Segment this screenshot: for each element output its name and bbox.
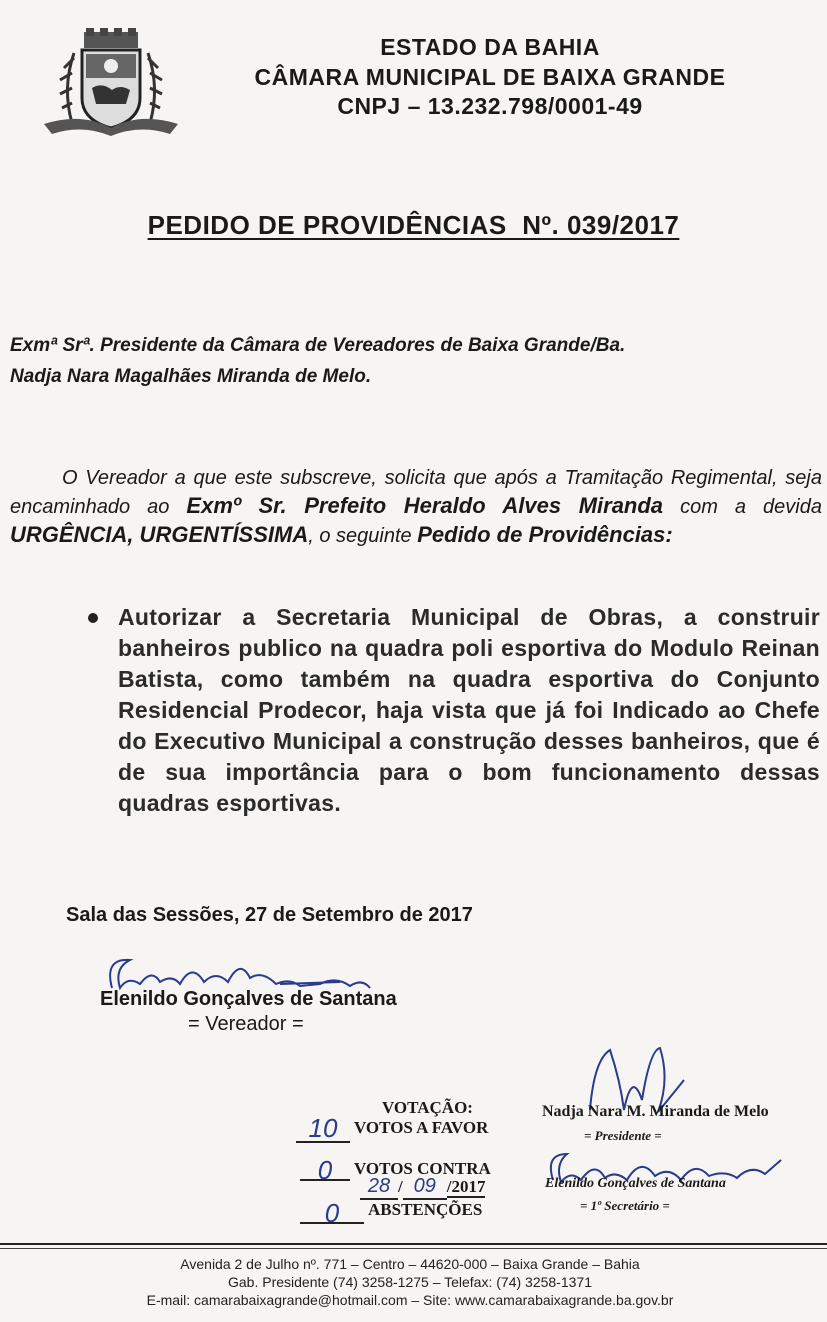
votes-abst-label: ABSTENÇÕES <box>368 1200 483 1219</box>
votes-favor-label: VOTOS A FAVOR <box>354 1118 489 1137</box>
votes-contra-label: VOTOS CONTRA <box>354 1159 491 1178</box>
request-bullet: Autorizar a Secretaria Municipal de Obras, a construir banheiros publico na quadra poli esportiva do Modulo Reinan Batista, como também na quadra esportiva do Conjunto Residencial Prodecor, haja vista que já foi Indicado ao Chefe do Executivo Municipal a construção desses banheiros, que é de sua importância para o bom funcionamento dessas quadras esportivas. <box>118 604 820 816</box>
votacao-label: VOTAÇÃO: <box>382 1098 473 1117</box>
presidente-role: = Presidente = <box>584 1128 662 1143</box>
footer-divider-thin <box>0 1248 827 1249</box>
header-state: ESTADO DA BAHIA <box>380 34 600 60</box>
body-bold-mayor: Exmº Sr. Prefeito Heraldo Alves Miranda <box>186 493 664 518</box>
footer-address: Avenida 2 de Julho nº. 771 – Centro – 44620-000 – Baixa Grande – Bahia <box>180 1256 640 1272</box>
body-part-1: O Vereador a que este subscreve, solicita que após a Tramitação Regimental, seja encaminhado ao <box>10 467 822 518</box>
body-bold-request: Pedido de Providências: <box>417 522 673 547</box>
presidente-name: Nadja Nara M. Miranda de Melo <box>542 1103 769 1120</box>
body-part-2: com a devida <box>663 496 822 518</box>
document-title: PEDIDO DE PROVIDÊNCIAS Nº. 039/2017 <box>147 210 680 240</box>
footer-contact: E-mail: camarabaixagrande@hotmail.com – Site: www.camarabaixagrande.ba.gov.br <box>146 1292 674 1308</box>
document-title-wrap <box>0 210 827 241</box>
votes-contra-count-wrap <box>300 1155 350 1185</box>
header-cnpj: CNPJ – 13.232.798/0001-49 <box>337 93 643 119</box>
vote-date-day: 28 <box>360 1175 398 1200</box>
session-date: Sala das Sessões, 27 de Setembro de 2017 <box>66 904 473 926</box>
body-part-3: , o seguinte <box>308 525 418 547</box>
votes-favor-count: 10 <box>308 1113 338 1143</box>
secretario-name: Elenildo Gonçalves de Santana <box>545 1176 726 1191</box>
votes-abst-count-wrap <box>300 1198 364 1228</box>
votes-favor-count-wrap <box>296 1113 350 1143</box>
vote-date-year: /2017 <box>446 1177 486 1196</box>
secretario-role: = 1º Secretário = <box>580 1198 670 1213</box>
vote-date: 28 / 09 /2017 <box>360 1175 500 1197</box>
body-paragraph <box>10 465 822 550</box>
bullet-dot-icon <box>88 613 98 623</box>
vereador-role: = Vereador = <box>188 1013 304 1035</box>
votes-abst-count: 0 <box>324 1198 340 1228</box>
addressee-line-2: Nadja Nara Magalhães Miranda de Melo. <box>10 366 372 387</box>
votes-contra-count: 0 <box>317 1155 333 1185</box>
coat-of-arms-icon <box>42 28 180 136</box>
addressee-line-1: Exmª Srª. Presidente da Câmara de Vereadores de Baixa Grande/Ba. <box>10 335 626 356</box>
header-chamber: CÂMARA MUNICIPAL DE BAIXA GRANDE <box>254 64 726 90</box>
body-bold-urgency: URGÊNCIA, URGENTÍSSIMA <box>10 522 309 547</box>
vereador-name: Elenildo Gonçalves de Santana <box>100 988 397 1010</box>
vote-date-month: 09 <box>403 1175 447 1200</box>
footer-divider <box>0 1243 827 1245</box>
footer-phones: Gab. Presidente (74) 3258-1275 – Telefax: (74) 3258-1371 <box>228 1274 592 1290</box>
